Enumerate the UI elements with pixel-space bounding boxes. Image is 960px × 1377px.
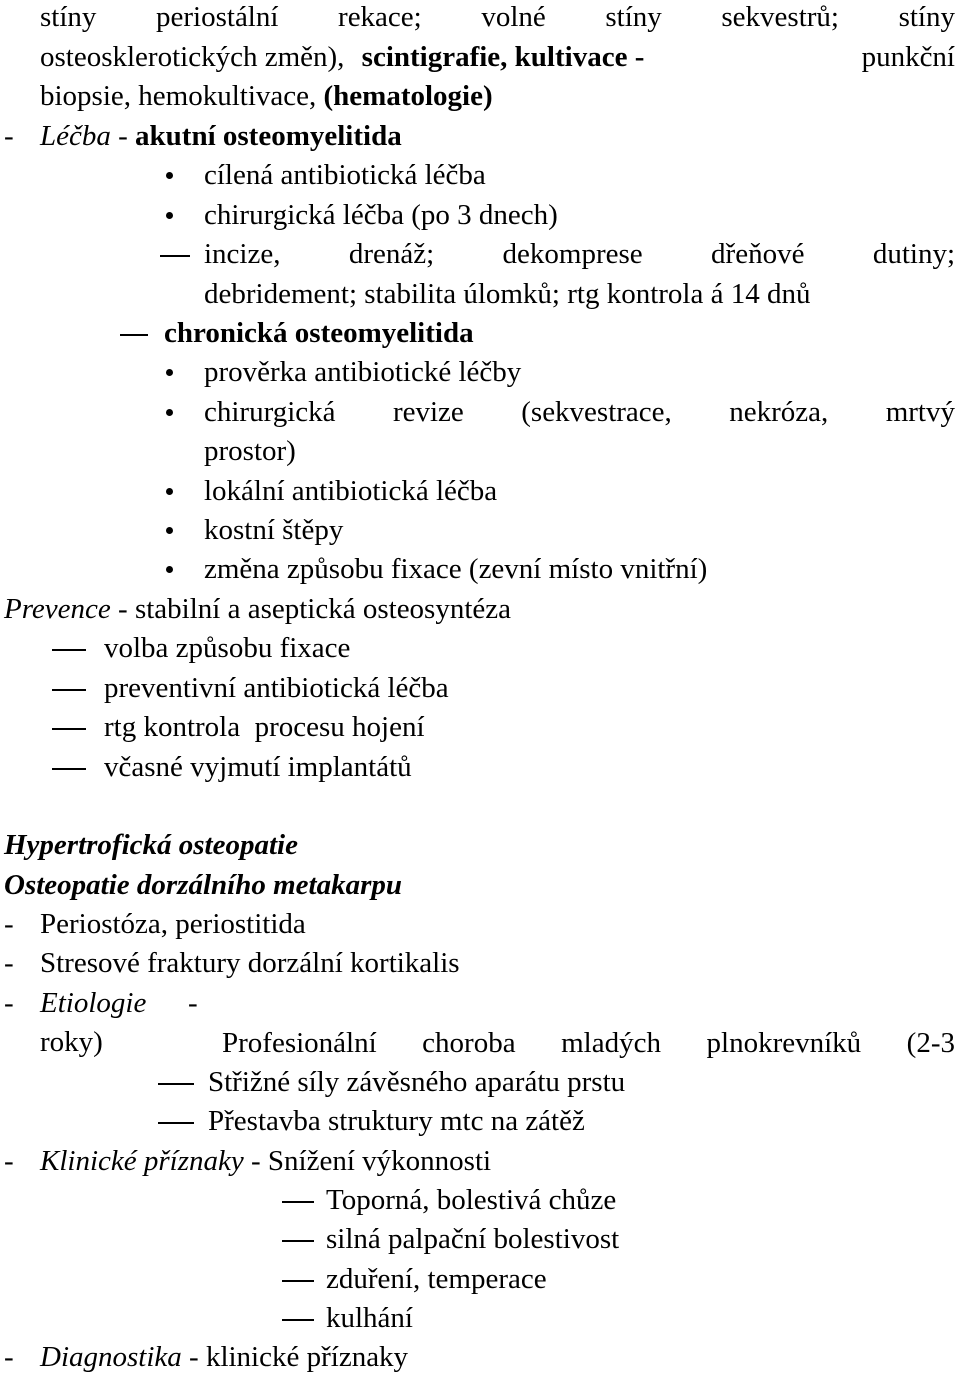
text-line: roky)	[40, 1026, 103, 1058]
text-line: stíny periostální rekace; volné stíny sekvestrů; stíny	[40, 1, 955, 33]
bold-text: (hematologie)	[323, 80, 493, 112]
dash-marker	[52, 707, 86, 747]
dash-marker: -	[188, 987, 198, 1019]
dash-marker	[52, 668, 86, 708]
dash-marker: -	[4, 947, 14, 979]
text-line: chirurgická léčba (po 3 dnech)	[204, 199, 558, 231]
text-line: změna způsobu fixace (zevní místo vnitřní)	[204, 553, 708, 585]
bullet-marker	[160, 471, 180, 511]
text-line: Stresové fraktury dorzální kortikalis	[40, 947, 460, 979]
bullet-marker	[160, 352, 180, 392]
dash-marker	[52, 747, 86, 787]
text-segment: biopsie, hemokultivace,	[40, 80, 317, 112]
bullet-marker	[160, 195, 180, 235]
text-segment: osteosklerotických změn),	[40, 41, 345, 73]
dash-marker	[120, 313, 148, 353]
dash-marker	[52, 628, 86, 668]
text-line	[40, 1141, 491, 1181]
text-line: Střižné síly závěsného aparátu prstu	[208, 1066, 626, 1098]
dash-marker: -	[4, 120, 14, 152]
italic-label: Etiologie	[40, 987, 147, 1019]
bullet-marker	[160, 155, 180, 195]
text-segment: -	[110, 120, 136, 152]
dash-marker	[282, 1259, 314, 1299]
bold-text: scintigrafie, kultivace -	[361, 41, 645, 73]
text-line: kulhání	[326, 1302, 413, 1334]
text-line: incize, drenáž; dekomprese dřeňové dutiny;	[204, 238, 955, 270]
text-line: zduření, temperace	[326, 1263, 547, 1295]
text-line: Toporná, bolestivá chůze	[326, 1184, 617, 1216]
text-line: silná palpační bolestivost	[326, 1223, 620, 1255]
text-line: kostní štěpy	[204, 514, 344, 546]
text-line: chirurgická revize (sekvestrace, nekróza, mrtvý	[204, 396, 955, 428]
dash-marker	[160, 234, 190, 274]
text-line: prověrka antibiotické léčby	[204, 356, 522, 388]
text-line	[4, 589, 511, 629]
text-line: debridement; stabilita úlomků; rtg kontrola á 14 dnů	[204, 278, 811, 310]
text-segment: - stabilní a aseptická osteosyntéza	[110, 593, 512, 625]
dash-marker: -	[4, 1341, 14, 1373]
text-segment: punkční	[861, 41, 955, 73]
dash-marker: -	[4, 908, 14, 940]
text-line: cílená antibiotická léčba	[204, 159, 486, 191]
dash-marker	[158, 1101, 194, 1141]
text-segment: - klinické příznaky	[181, 1341, 409, 1373]
section-heading: Osteopatie dorzálního metakarpu	[4, 869, 402, 901]
text-segment: - Snížení výkonnosti	[243, 1145, 492, 1177]
dash-marker: -	[4, 987, 14, 1019]
dash-marker	[158, 1062, 194, 1102]
italic-label: Klinické příznaky	[40, 1145, 244, 1177]
dash-marker	[282, 1298, 314, 1338]
dash-marker: -	[4, 1145, 14, 1177]
text-line: lokální antibiotická léčba	[204, 475, 498, 507]
bullet-marker	[160, 549, 180, 589]
text-line: prostor)	[204, 435, 296, 467]
italic-label: Léčba	[40, 120, 111, 152]
section-heading: Hypertrofická osteopatie	[4, 829, 298, 861]
bullet-marker	[160, 392, 180, 432]
text-line: včasné vyjmutí implantátů	[104, 751, 412, 783]
bullet-marker	[160, 510, 180, 550]
italic-label: Prevence	[4, 593, 111, 625]
text-line	[40, 116, 402, 156]
text-line: preventivní antibiotická léčba	[104, 672, 449, 704]
text-line: Přestavba struktury mtc na zátěž	[208, 1105, 585, 1137]
italic-label: Diagnostika	[40, 1341, 182, 1373]
text-line: rtg kontrola procesu hojení	[104, 711, 425, 743]
dash-marker	[282, 1180, 314, 1220]
text-line	[40, 37, 955, 77]
text-line: volba způsobu fixace	[104, 632, 351, 664]
text-line	[40, 76, 493, 116]
text-line: Periostóza, periostitida	[40, 908, 306, 940]
text-line	[40, 1337, 408, 1377]
dash-marker	[282, 1219, 314, 1259]
section-title: chronická osteomyelitida	[164, 317, 474, 349]
bold-text: akutní osteomyelitida	[135, 120, 402, 152]
text-segment: Profesionální choroba mladých plnokrevníků (2-3	[222, 1027, 955, 1059]
